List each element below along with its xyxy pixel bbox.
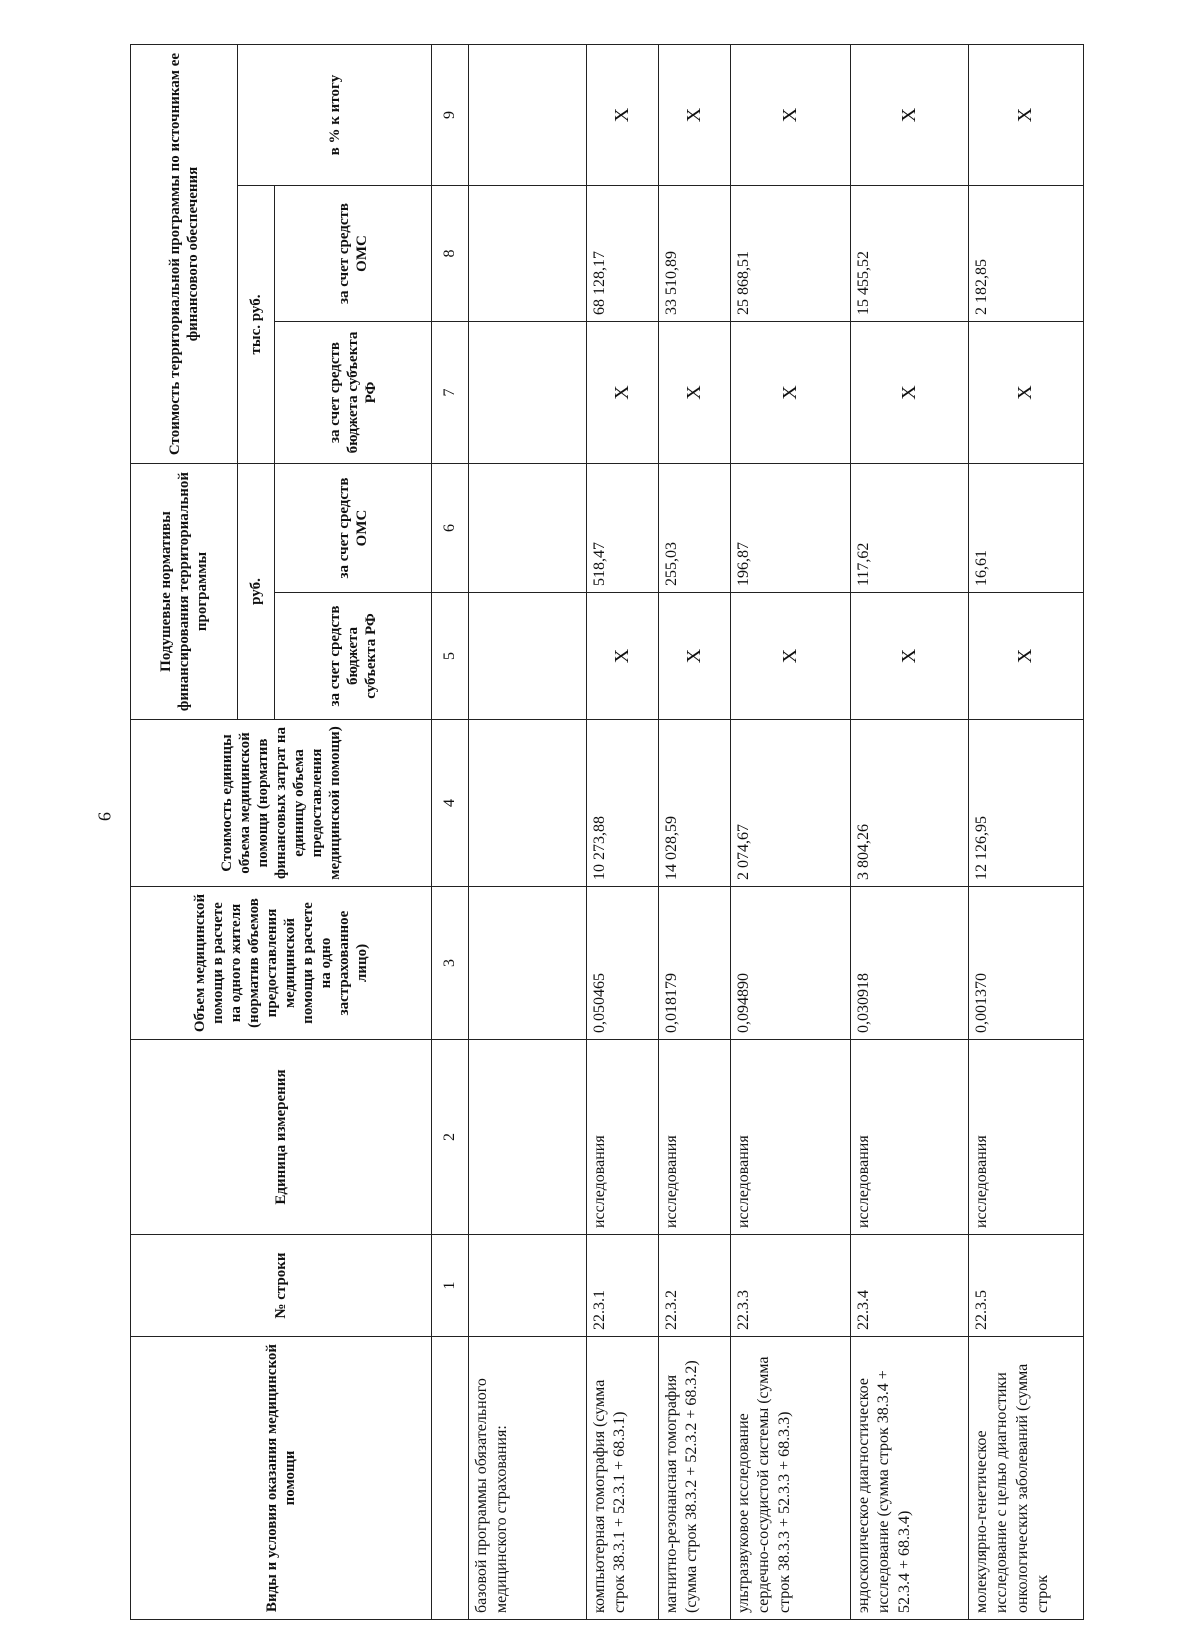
row-unit [469, 1040, 587, 1235]
row-norm-oms: 16,61 [969, 464, 1084, 593]
row-cost-budget [469, 322, 587, 464]
row-unit-cost: 2 074,67 [731, 720, 851, 887]
row-unit: исследования [587, 1040, 659, 1235]
row-name: компьютерная томография (сумма строк 38.3.1 + 52.3.1 + 68.3.1) [587, 1337, 659, 1620]
header-norms-budget: за счет средств бюджета субъекта РФ [275, 593, 432, 720]
row-cost-oms: 33 510,89 [659, 186, 731, 322]
row-volume: 0,018179 [659, 887, 731, 1040]
row-norm-oms: 196,87 [731, 464, 851, 593]
row-line-number: 22.3.1 [587, 1235, 659, 1337]
row-cost-oms: 2 182,85 [969, 186, 1084, 322]
page-number: 9 [94, 812, 115, 821]
row-cost-budget: X [851, 322, 969, 464]
header-unit-cost: Стоимость единицы объема медицинской помощи (норматив финансовых затрат на единицу объема предоставления медицинской помощи) [131, 720, 432, 887]
row-name: молекулярно-генетическое исследование с целью диагностики онкологических заболеваний (сумма строк [969, 1337, 1084, 1620]
row-name: ультразвуковое исследование сердечно-сосудистой системы (сумма строк 38.3.3 + 52.3.3 + 68.3.3) [731, 1337, 851, 1620]
table-row [731, 45, 851, 1620]
column-number: 6 [432, 464, 469, 593]
row-unit-cost: 12 126,95 [969, 720, 1084, 887]
table-row [851, 45, 969, 1620]
row-percent: X [851, 45, 969, 186]
row-norm-budget: X [731, 593, 851, 720]
row-unit-cost: 3 804,26 [851, 720, 969, 887]
column-number-row [432, 45, 469, 1620]
row-percent: X [969, 45, 1084, 186]
row-unit-cost: 14 028,59 [659, 720, 731, 887]
row-line-number: 22.3.4 [851, 1235, 969, 1337]
row-percent: X [659, 45, 731, 186]
header-percent-of-total: в % к итогу [238, 45, 432, 186]
header-per-capita-norms: Подушевые нормативы финансирования территориальной программы [131, 464, 238, 720]
row-line-number: 22.3.2 [659, 1235, 731, 1337]
column-number: 4 [432, 720, 469, 887]
row-norm-budget: X [851, 593, 969, 720]
row-line-number: 22.3.3 [731, 1235, 851, 1337]
table-row [469, 45, 587, 1620]
row-unit: исследования [851, 1040, 969, 1235]
header-program-cost: Стоимость территориальной программы по источникам ее финансового обеспечения [131, 45, 238, 464]
row-name: магнитно-резонансная томография (сумма строк 38.3.2 + 52.3.2 + 68.3.2) [659, 1337, 731, 1620]
row-volume: 0,094890 [731, 887, 851, 1040]
row-unit: исследования [659, 1040, 731, 1235]
row-norm-budget: X [969, 593, 1084, 720]
header-types-of-care: Виды и условия оказания медицинской помощи [131, 1337, 432, 1620]
column-number: 9 [432, 45, 469, 186]
header-unit: Единица измерения [131, 1040, 432, 1235]
column-number: 8 [432, 186, 469, 322]
header-line-number: № строки [131, 1235, 432, 1337]
row-cost-oms [469, 186, 587, 322]
row-volume: 0,001370 [969, 887, 1084, 1040]
header-volume: Объем медицинской помощи в расчете на одного жителя (норматив объемов предоставления медицинской помощи в расчете на одно застрахованное лицо) [131, 887, 432, 1040]
header-cost-budget: за счет средств бюджета субъекта РФ [275, 322, 432, 464]
row-unit-cost [469, 720, 587, 887]
row-norm-budget: X [587, 593, 659, 720]
row-norm-oms: 518,47 [587, 464, 659, 593]
row-line-number [469, 1235, 587, 1337]
row-cost-budget: X [587, 322, 659, 464]
row-unit: исследования [731, 1040, 851, 1235]
table-row [969, 45, 1084, 1620]
column-number: 5 [432, 593, 469, 720]
row-cost-budget: X [731, 322, 851, 464]
row-norm-budget: X [659, 593, 731, 720]
table-row [587, 45, 659, 1620]
financing-table [130, 44, 1084, 1620]
row-cost-budget: X [969, 322, 1084, 464]
row-cost-budget: X [659, 322, 731, 464]
row-name: эндоскопическое диагностическое исследование (сумма строк 38.3.4 + 52.3.4 + 68.3.4) [851, 1337, 969, 1620]
row-norm-oms: 117,62 [851, 464, 969, 593]
header-cost-oms: за счет средств ОМС [275, 186, 432, 322]
row-volume: 0,050465 [587, 887, 659, 1040]
rotated-page [130, 45, 1052, 1620]
row-volume [469, 887, 587, 1040]
row-norm-budget [469, 593, 587, 720]
row-norm-oms [469, 464, 587, 593]
column-number: 1 [432, 1235, 469, 1337]
row-norm-oms: 255,03 [659, 464, 731, 593]
row-cost-oms: 68 128,17 [587, 186, 659, 322]
table-row [659, 45, 731, 1620]
column-number: 7 [432, 322, 469, 464]
row-cost-oms: 15 455,52 [851, 186, 969, 322]
row-unit: исследования [969, 1040, 1084, 1235]
header-cost-unit: тыс. руб. [238, 186, 275, 464]
column-number [432, 1337, 469, 1620]
row-percent: X [587, 45, 659, 186]
row-name: базовой программы обязательного медицинского страхования: [469, 1337, 587, 1620]
header-norms-unit: руб. [238, 464, 275, 720]
column-number: 2 [432, 1040, 469, 1235]
row-percent [469, 45, 587, 186]
header-norms-oms: за счет средств ОМС [275, 464, 432, 593]
row-line-number: 22.3.5 [969, 1235, 1084, 1337]
row-unit-cost: 10 273,88 [587, 720, 659, 887]
row-volume: 0,030918 [851, 887, 969, 1040]
row-percent: X [731, 45, 851, 186]
column-number: 3 [432, 887, 469, 1040]
row-cost-oms: 25 868,51 [731, 186, 851, 322]
